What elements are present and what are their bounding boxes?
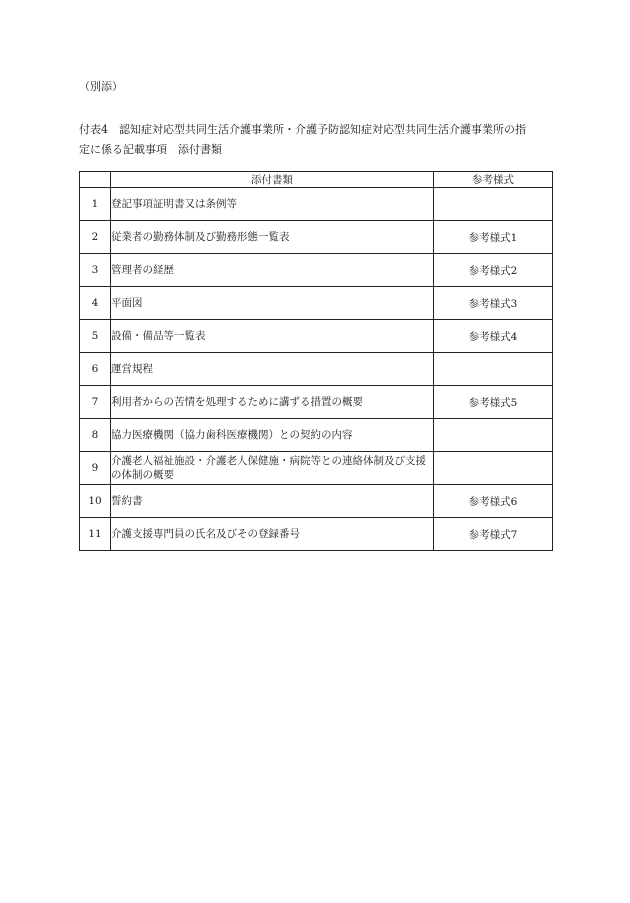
row-document: 誓約書 bbox=[111, 485, 434, 518]
table-row bbox=[80, 452, 553, 485]
attachment-documents-table bbox=[79, 171, 553, 551]
table-row bbox=[80, 221, 553, 254]
row-number: 5 bbox=[80, 320, 111, 353]
row-document: 従業者の勤務体制及び勤務形態一覧表 bbox=[111, 221, 434, 254]
row-number: 11 bbox=[80, 518, 111, 551]
row-reference-form bbox=[434, 419, 553, 452]
table-row bbox=[80, 518, 553, 551]
row-document: 運営規程 bbox=[111, 353, 434, 386]
row-reference-form bbox=[434, 452, 553, 485]
row-number: 9 bbox=[80, 452, 111, 485]
document-title bbox=[79, 120, 559, 160]
row-reference-form bbox=[434, 188, 553, 221]
row-number: 6 bbox=[80, 353, 111, 386]
row-reference-form: 参考様式4 bbox=[434, 320, 553, 353]
row-number: 10 bbox=[80, 485, 111, 518]
row-document: 介護老人福祉施設・介護老人保健施・病院等との連絡体制及び支援の体制の概要 bbox=[111, 452, 434, 485]
title-line-1: 付表4 認知症対応型共同生活介護事業所・介護予防認知症対応型共同生活介護事業所の指 bbox=[79, 123, 526, 136]
row-reference-form: 参考様式6 bbox=[434, 485, 553, 518]
row-reference-form: 参考様式3 bbox=[434, 287, 553, 320]
row-number: 8 bbox=[80, 419, 111, 452]
row-document: 平面図 bbox=[111, 287, 434, 320]
table-row bbox=[80, 386, 553, 419]
row-document: 利用者からの苦情を処理するために講ずる措置の概要 bbox=[111, 386, 434, 419]
attachment-note: （別添） bbox=[79, 80, 123, 93]
table-row bbox=[80, 485, 553, 518]
row-number: 1 bbox=[80, 188, 111, 221]
row-number: 4 bbox=[80, 287, 111, 320]
row-reference-form: 参考様式1 bbox=[434, 221, 553, 254]
table-row bbox=[80, 188, 553, 221]
row-reference-form: 参考様式2 bbox=[434, 254, 553, 287]
row-document: 協力医療機関（協力歯科医療機関）との契約の内容 bbox=[111, 419, 434, 452]
row-document: 管理者の経歴 bbox=[111, 254, 434, 287]
table-row bbox=[80, 353, 553, 386]
table-row bbox=[80, 320, 553, 353]
row-document: 設備・備品等一覧表 bbox=[111, 320, 434, 353]
row-number: 2 bbox=[80, 221, 111, 254]
header-reference-form: 参考様式 bbox=[434, 172, 553, 188]
row-document: 介護支援専門員の氏名及びその登録番号 bbox=[111, 518, 434, 551]
header-number bbox=[80, 172, 111, 188]
row-reference-form: 参考様式5 bbox=[434, 386, 553, 419]
table-row bbox=[80, 254, 553, 287]
row-document: 登記事項証明書又は条例等 bbox=[111, 188, 434, 221]
header-document: 添付書類 bbox=[111, 172, 434, 188]
row-reference-form: 参考様式7 bbox=[434, 518, 553, 551]
row-reference-form bbox=[434, 353, 553, 386]
table-row bbox=[80, 287, 553, 320]
title-line-2: 定に係る記載事項 添付書類 bbox=[79, 143, 222, 156]
row-number: 3 bbox=[80, 254, 111, 287]
table-row bbox=[80, 419, 553, 452]
row-number: 7 bbox=[80, 386, 111, 419]
table-header-row bbox=[80, 172, 553, 188]
